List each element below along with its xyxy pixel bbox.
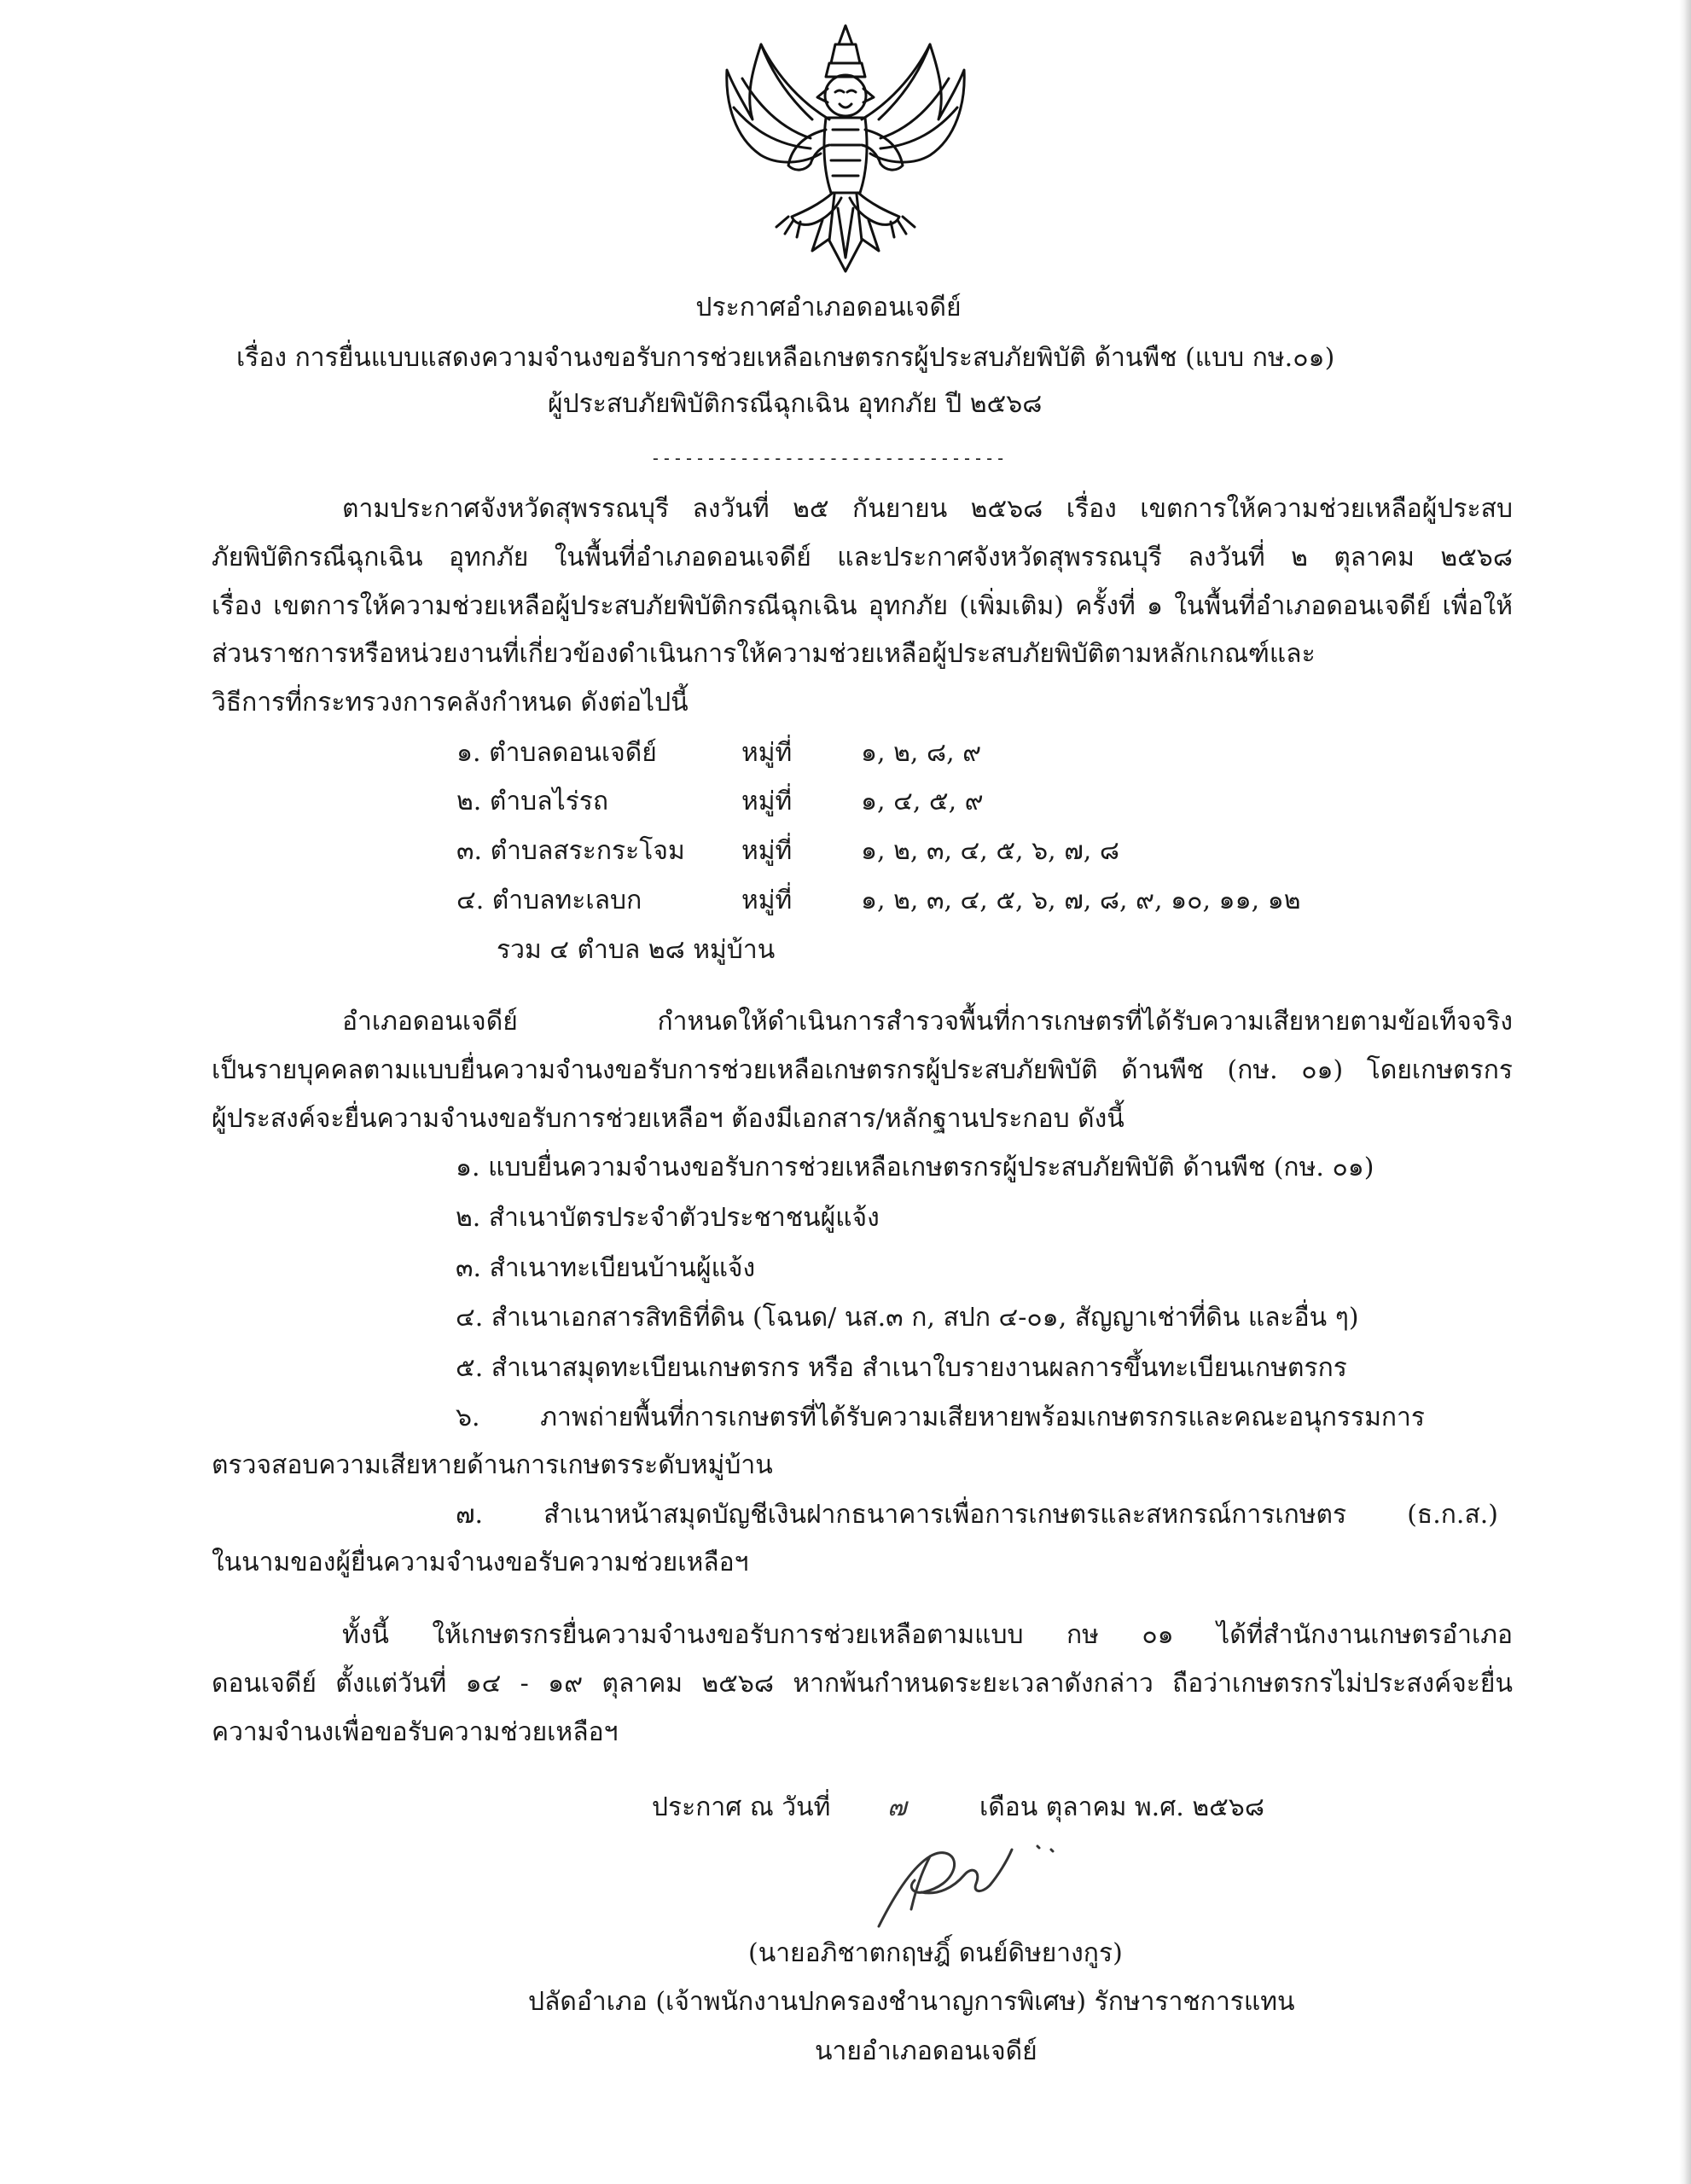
para3-line-1: ทั้งนี้ ให้เกษตรกรยื่นความจำนงขอรับการช่วยเหลือตามแบบ กษ ๐๑ ได้ที่สำนักงานเกษตรอำเภอ [342,1620,1513,1650]
area-name: ๒. ตำบลไร่รถ [456,787,609,816]
document-item-continuation: ตรวจสอบความเสียหายด้านการเกษตรระดับหมู่บ้าน [212,1450,773,1480]
area-name: ๔. ตำบลทะเลบก [456,886,642,915]
document-item: ๑. แบบยื่นความจำนงขอรับการช่วยเหลือเกษตรกรผู้ประสบภัยพิบัติ ด้านพืช (กษ. ๐๑) [456,1153,1374,1182]
title-separator: -------------------------------- [650,448,1007,468]
page-edge-shadow [1679,0,1691,2184]
para3-line-2: ดอนเจดีย์ ตั้งแต่วันที่ ๑๔ - ๑๙ ตุลาคม ๒๕๖๘ หากพ้นกำหนดระยะเวลาดังกล่าว ถือว่าเกษตรกรไม่ประสงค์จะยื่น [212,1669,1513,1699]
para1-line-1: ตามประกาศจังหวัดสุพรรณบุรี ลงวันที่ ๒๕ กันยายน ๒๕๖๘ เรื่อง เขตการให้ความช่วยเหลือผู้ประสบ [342,494,1513,524]
document-subject-line-2: ผู้ประสบภัยพิบัติกรณีฉุกเฉิน อุทกภัย ปี ๒๕๖๘ [548,389,1043,419]
area-total: รวม ๔ ตำบล ๒๘ หมู่บ้าน [497,935,776,965]
area-name: ๑. ตำบลดอนเจดีย์ [456,738,657,768]
announce-date-prefix: ประกาศ ณ วันที่ [652,1792,831,1822]
area-moo-label: หมู่ที่ [741,836,793,866]
area-moo-values: ๑, ๒, ๓, ๔, ๕, ๖, ๗, ๘ [861,836,1119,866]
document-item-continuation: ในนามของผู้ยื่นความจำนงขอรับความช่วยเหลือฯ [212,1548,749,1577]
announce-month-year: เดือน ตุลาคม พ.ศ. ๒๕๖๘ [979,1792,1264,1822]
para2-line-2: เป็นรายบุคคลตามแบบยื่นความจำนงขอรับการช่วยเหลือเกษตรกรผู้ประสบภัยพิบัติ ด้านพืช (กษ. ๐๑) โดยเกษตรกร [212,1055,1513,1085]
garuda-emblem-icon [710,19,981,279]
para1-line-3: เรื่อง เขตการให้ความช่วยเหลือผู้ประสบภัยพิบัติกรณีฉุกเฉิน อุทกภัย (เพิ่มเติม) ครั้งที่ ๑ ในพื้นที่อำเภอดอนเจดีย์ เพื่อให้ [212,591,1513,621]
para3-line-3: ความจำนงเพื่อขอรับความช่วยเหลือฯ [212,1717,619,1747]
document-item: ๖. ภาพถ่ายพื้นที่การเกษตรที่ได้รับความเสียหายพร้อมเกษตรกรและคณะอนุกรรมการ [456,1403,1425,1432]
para1-line-5: วิธีการที่กระทรวงการคลังกำหนด ดังต่อไปนี้ [212,688,689,717]
area-name: ๓. ตำบลสระกระโจม [456,836,685,866]
signer-name: (นายอภิชาตกฤษฎิ์ ดนย์ดิษยางกูร) [748,1938,1123,1968]
announce-day: ๗ [887,1792,907,1822]
para1-line-2: ภัยพิบัติกรณีฉุกเฉิน อุทกภัย ในพื้นที่อำเภอดอนเจดีย์ และประกาศจังหวัดสุพรรณบุรี ลงวันที่ ๒ ตุลาคม ๒๕๖๘ [212,543,1513,572]
area-moo-values: ๑, ๒, ๓, ๔, ๕, ๖, ๗, ๘, ๙, ๑๐, ๑๑, ๑๒ [861,886,1301,915]
document-title: ประกาศอำเภอดอนเจดีย์ [695,293,962,322]
handwritten-signature-icon [862,1833,1066,1935]
area-moo-values: ๑, ๔, ๕, ๙ [861,787,984,816]
document-item: ๗. สำเนาหน้าสมุดบัญชีเงินฝากธนาคารเพื่อการเกษตรและสหกรณ์การเกษตร (ธ.ก.ส.) [456,1500,1498,1530]
document-item: ๓. สำเนาทะเบียนบ้านผู้แจ้ง [456,1253,756,1283]
area-moo-label: หมู่ที่ [741,787,793,816]
signer-position: ปลัดอำเภอ (เจ้าพนักงานปกครองชำนาญการพิเศษ) รักษาราชการแทน [528,1987,1295,2017]
signer-office: นายอำเภอดอนเจดีย์ [815,2036,1037,2066]
area-moo-label: หมู่ที่ [741,738,793,768]
para2-line-3: ผู้ประสงค์จะยื่นความจำนงขอรับการช่วยเหลือฯ ต้องมีเอกสาร/หลักฐานประกอบ ดังนี้ [212,1104,1124,1134]
document-subject-line-1: เรื่อง การยื่นแบบแสดงความจำนงขอรับการช่วยเหลือเกษตรกรผู้ประสบภัยพิบัติ ด้านพืช (แบบ กษ.๐๑) [236,343,1335,373]
area-moo-values: ๑, ๒, ๘, ๙ [861,738,982,768]
document-item: ๕. สำเนาสมุดทะเบียนเกษตรกร หรือ สำเนาใบรายงานผลการขึ้นทะเบียนเกษตรกร [456,1353,1347,1383]
para1-line-4: ส่วนราชการหรือหน่วยงานที่เกี่ยวข้องดำเนินการให้ความช่วยเหลือผู้ประสบภัยพิบัติตามหลักเกณฑ์และ [212,639,1316,669]
document-item: ๒. สำเนาบัตรประจำตัวประชาชนผู้แจ้ง [456,1203,880,1233]
para2-line-1: อำเภอดอนเจดีย์ กำหนดให้ดำเนินการสำรวจพื้นที่การเกษตรที่ได้รับความเสียหายตามข้อเท็จจริง [342,1007,1513,1037]
document-item: ๔. สำเนาเอกสารสิทธิที่ดิน (โฉนด/ นส.๓ ก, สปก ๔-๐๑, สัญญาเช่าที่ดิน และอื่น ๆ) [456,1303,1359,1333]
area-moo-label: หมู่ที่ [741,886,793,915]
